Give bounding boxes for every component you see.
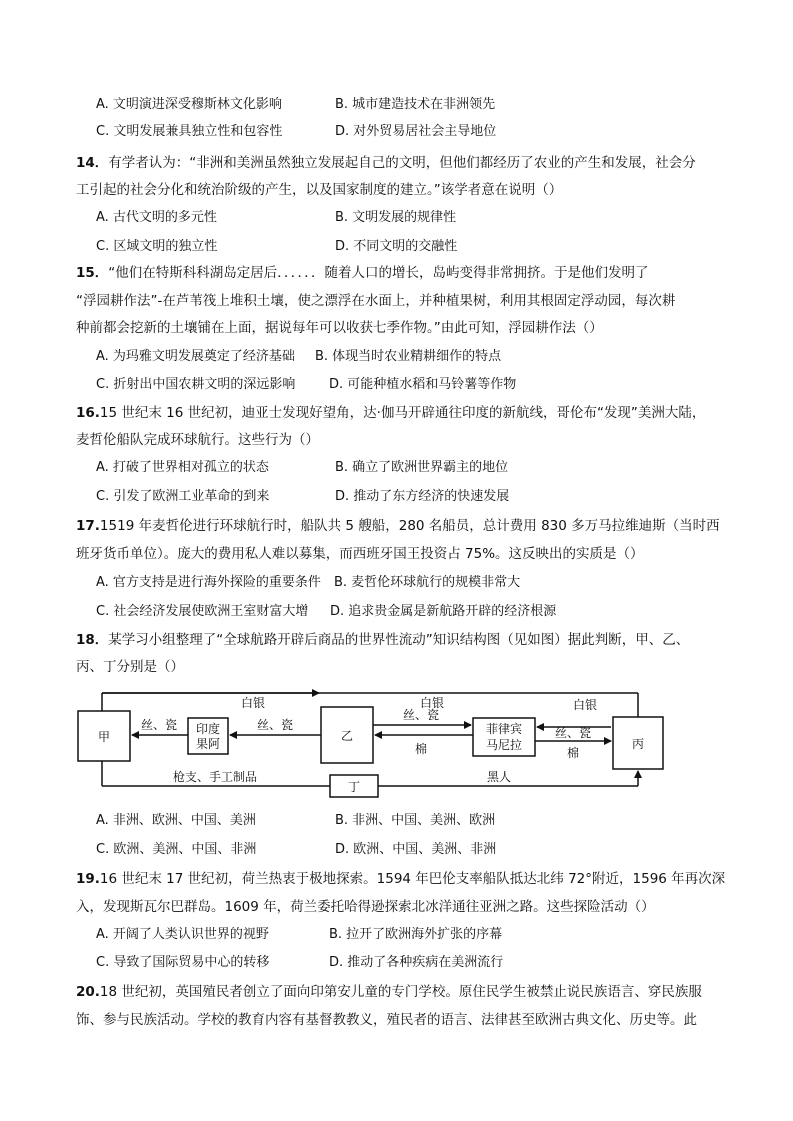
label-cotton-1: 棉 bbox=[414, 742, 428, 756]
q16-stem-line-1 bbox=[76, 403, 705, 423]
q19-stem-line-2: 入，发现斯瓦尔巴群岛。1609 年，荷兰委托哈得逊探索北冰洋通往亚洲之路。这些探险活动（） bbox=[76, 899, 655, 915]
q19-number: 19. bbox=[76, 871, 100, 887]
q17-option-b: B. 麦哲伦环球航行的规模非常大 bbox=[334, 575, 521, 590]
trade-flow-diagram bbox=[75, 685, 665, 800]
q15-stem-line-1 bbox=[76, 263, 649, 283]
q20-number: 20. bbox=[76, 984, 100, 1000]
q15-option-c: C. 折射出中国农耕文明的深远影响 bbox=[96, 377, 296, 392]
q20-stem-line-2: 饰、参与民族活动。学校的教育内容有基督教教义，殖民者的语言、法律甚至欧洲古典文化、历史等。此 bbox=[76, 1012, 697, 1028]
q15-option-b: B. 体现当时农业精耕细作的特点 bbox=[315, 349, 502, 364]
q18-option-b: B. 非洲、中国、美洲、欧洲 bbox=[335, 813, 496, 828]
q17-stem-text-1: 1519 年麦哲伦进行环球航行时，船队共 5 艘船，280 名船员，总计费用 830 多万马拉维迪斯（当时西 bbox=[99, 518, 720, 534]
q18-option-c: C. 欧洲、美洲、中国、非洲 bbox=[96, 842, 257, 857]
label-silk-4: 丝、瓷 bbox=[554, 726, 592, 740]
label-slaves: 黑人 bbox=[486, 770, 512, 784]
q16-option-a: A. 打破了世界相对孤立的状态 bbox=[96, 460, 269, 475]
q17-stem-line-1 bbox=[76, 516, 720, 536]
q20-stem-line-1 bbox=[76, 982, 702, 1002]
label-yi: 乙 bbox=[340, 729, 354, 743]
label-india: 印度 bbox=[195, 722, 221, 736]
q13-option-d: D. 对外贸易居社会主导地位 bbox=[335, 124, 497, 139]
q16-stem-text-1: 15 世纪末 16 世纪初，迪亚士发现好望角，达·伽马开辟通往印度的新航线，哥伦布“发现”美洲大陆， bbox=[99, 405, 706, 421]
label-silver-right: 白银 bbox=[572, 698, 598, 712]
q17-option-d: D. 追求贵金属是新航路开辟的经济根源 bbox=[330, 604, 557, 619]
label-guns: 枪支、手工制品 bbox=[172, 770, 258, 784]
q14-stem-line-1 bbox=[76, 153, 696, 173]
label-bing: 丙 bbox=[631, 737, 645, 751]
q18-number: 18． bbox=[76, 632, 109, 648]
q19-option-d: D. 推动了各种疾病在美洲流行 bbox=[329, 955, 504, 970]
label-manila: 马尼拉 bbox=[485, 738, 523, 752]
q14-option-a: A. 古代文明的多元性 bbox=[96, 210, 217, 225]
q14-option-d: D. 不同文明的交融性 bbox=[335, 239, 458, 254]
q19-stem-line-1 bbox=[76, 869, 725, 889]
q14-stem-line-2: 工引起的社会分化和统治阶级的产生，以及国家制度的建立。”该学者意在说明（） bbox=[76, 182, 563, 198]
q13-option-c: C. 文明发展兼具独立性和包容性 bbox=[96, 124, 283, 139]
q14-option-c: C. 区域文明的独立性 bbox=[96, 239, 218, 254]
label-silver-top: 白银 bbox=[240, 696, 266, 710]
q17-option-a: A. 官方支持是进行海外探险的重要条件 bbox=[96, 575, 321, 590]
q14-option-b: B. 文明发展的规律性 bbox=[335, 210, 457, 225]
q15-stem-text-1: “他们在特斯科科湖岛定居后．．．．．．随着人口的增长，岛屿变得非常拥挤。于是他们发明了 bbox=[108, 265, 649, 281]
q16-stem-line-2: 麦哲伦船队完成环球航行。这些行为（） bbox=[76, 432, 319, 448]
q16-option-d: D. 推动了东方经济的快速发展 bbox=[335, 489, 510, 504]
q13-option-a: A. 文明演进深受穆斯林文化影响 bbox=[96, 97, 282, 112]
q16-option-b: B. 确立了欧洲世界霸主的地位 bbox=[335, 460, 509, 475]
label-silk-3: 丝、瓷 bbox=[402, 708, 440, 722]
label-silver-mid: 白银 bbox=[419, 696, 445, 710]
q19-option-b: B. 拉开了欧洲海外扩张的序幕 bbox=[329, 927, 503, 942]
label-jia: 甲 bbox=[97, 730, 111, 744]
label-ding: 丁 bbox=[347, 780, 361, 794]
q15-stem-line-3: 种前都会挖新的土壤铺在上面，据说每年可以收获七季作物。”由此可知，浮园耕作法（） bbox=[76, 320, 603, 336]
q18-option-d: D. 欧洲、中国、美洲、非洲 bbox=[335, 842, 497, 857]
q16-option-c: C. 引发了欧洲工业革命的到来 bbox=[96, 489, 270, 504]
q19-option-a: A. 开阔了人类认识世界的视野 bbox=[96, 927, 269, 942]
q16-number: 16. bbox=[76, 405, 100, 421]
q15-option-d: D. 可能种植水稻和马铃薯等作物 bbox=[329, 377, 517, 392]
label-goa: 果阿 bbox=[195, 737, 221, 751]
q19-stem-text-1: 16 世纪末 17 世纪初，荷兰热衷于极地探索。1594 年巴伦支率船队抵达北纬 72°附近，1596 年再次深 bbox=[99, 871, 726, 887]
q17-option-c: C. 社会经济发展使欧洲王室财富大增 bbox=[96, 604, 309, 619]
q15-option-a: A. 为玛雅文明发展奠定了经济基础 bbox=[96, 349, 295, 364]
q18-option-a: A. 非洲、欧洲、中国、美洲 bbox=[96, 813, 256, 828]
q15-stem-line-2: “浮园耕作法”-在芦苇筏上堆积土壤，使之漂浮在水面上，并种植果树，利用其根固定浮动园，每次耕 bbox=[76, 293, 676, 309]
q17-stem-line-2: 班牙货币单位）。庞大的费用私人难以募集，而西班牙国王投资占 75%。这反映出的实质是（） bbox=[76, 546, 644, 562]
q20-stem-text-1: 18 世纪初，英国殖民者创立了面向印第安儿童的专门学校。原住民学生被禁止说民族语言、穿民族服 bbox=[99, 984, 702, 1000]
label-philippines: 菲律宾 bbox=[485, 722, 523, 736]
q14-number: 14． bbox=[76, 155, 109, 171]
q15-number: 15． bbox=[76, 265, 109, 281]
q18-stem-line-1 bbox=[76, 630, 689, 650]
q13-option-b: B. 城市建造技术在非洲领先 bbox=[335, 97, 496, 112]
q17-number: 17. bbox=[76, 518, 100, 534]
label-silk-2: 丝、瓷 bbox=[256, 718, 294, 732]
q18-stem-text-1: 某学习小组整理了“全球航路开辟后商品的世界性流动”知识结构图（见如图）据此判断，甲、乙、 bbox=[108, 632, 690, 648]
q19-option-c: C. 导致了国际贸易中心的转移 bbox=[96, 955, 270, 970]
q14-stem-text-1: 有学者认为：“非洲和美洲虽然独立发展起自己的文明，但他们都经历了农业的产生和发展，社会分 bbox=[108, 155, 696, 171]
q18-stem-line-2: 丙、丁分别是（） bbox=[76, 659, 184, 675]
label-silk-1: 丝、瓷 bbox=[140, 718, 178, 732]
label-cotton-2: 棉 bbox=[566, 746, 580, 760]
